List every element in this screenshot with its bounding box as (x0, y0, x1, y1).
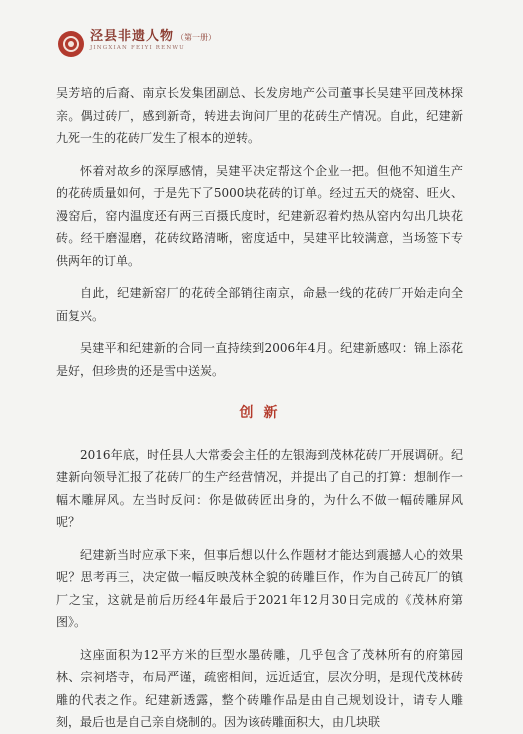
logo-icon (58, 31, 84, 57)
header-subtitle: JINGXIAN FEIYI RENWU (90, 45, 186, 51)
paragraph: 这座面积为12平方米的巨型水墨砖雕，几乎包含了茂林所有的府第园林、宗祠塔寺，布局严谨，疏密相间，远近适宜，层次分明，是现代茂林砖雕的代表之作。纪建新透露，整个砖雕作品是由自己规划设计，请专人雕刻，最后也是自己亲自烧制的。因为该砖雕面积大，由几块联 (56, 647, 463, 729)
paragraph: 纪建新当时应承下来，但事后想以什么作题材才能达到震撼人心的效果呢？思考再三，决定做一幅反映茂林全貌的砖雕巨作，作为自己砖瓦厂的镇厂之宝，这就是前后历经4年最后于2021年12月30日完成的《茂林府第图》。 (56, 547, 463, 629)
paragraph: 怀着对故乡的深厚感情，吴建平决定帮这个企业一把。但他不知道生产的花砖质量如何，于是先下了5000块花砖的订单。经过五天的烧窑、旺火、漫窑后，窑内温度还有两三百摄氏度时，纪建新忍着灼热从窑内勾出几块花砖。经干磨湿磨，花砖纹路清晰，密度适中，吴建平比较满意，当场签下专供两年的订单。 (56, 163, 463, 268)
paragraph: 自此，纪建新窑厂的花砖全部销往南京，命悬一线的花砖厂开始走向全面复兴。 (56, 286, 463, 323)
page-header (58, 30, 216, 57)
paragraph: 吴建平和纪建新的合同一直持续到2006年4月。纪建新感叹：锦上添花是好，但珍贵的还是雪中送炭。 (56, 341, 463, 378)
paragraph: 2016年底，时任县人大常委会主任的左银海到茂林花砖厂开展调研。纪建新向领导汇报了花砖厂的生产经营情况，并提出了自己的打算：想制作一幅木雕屏风。左当时反问：你是做砖匠出身的，为什么不做一幅砖雕屏风呢？ (56, 447, 463, 529)
brand (90, 30, 216, 52)
header-volume: （第一册） (176, 33, 217, 42)
section-title: 创新 (239, 405, 288, 421)
header-title (90, 30, 216, 43)
article-body (56, 82, 463, 734)
paragraph: 吴芳培的后裔、南京长发集团副总、长发房地产公司董事长吴建平回茂林探亲。偶过砖厂，感到新奇，转进去询问厂里的花砖生产情况。自此，纪建新九死一生的花砖厂发生了根本的逆转。 (56, 86, 463, 145)
header-title-text: 泾县非遗人物 (90, 29, 175, 44)
